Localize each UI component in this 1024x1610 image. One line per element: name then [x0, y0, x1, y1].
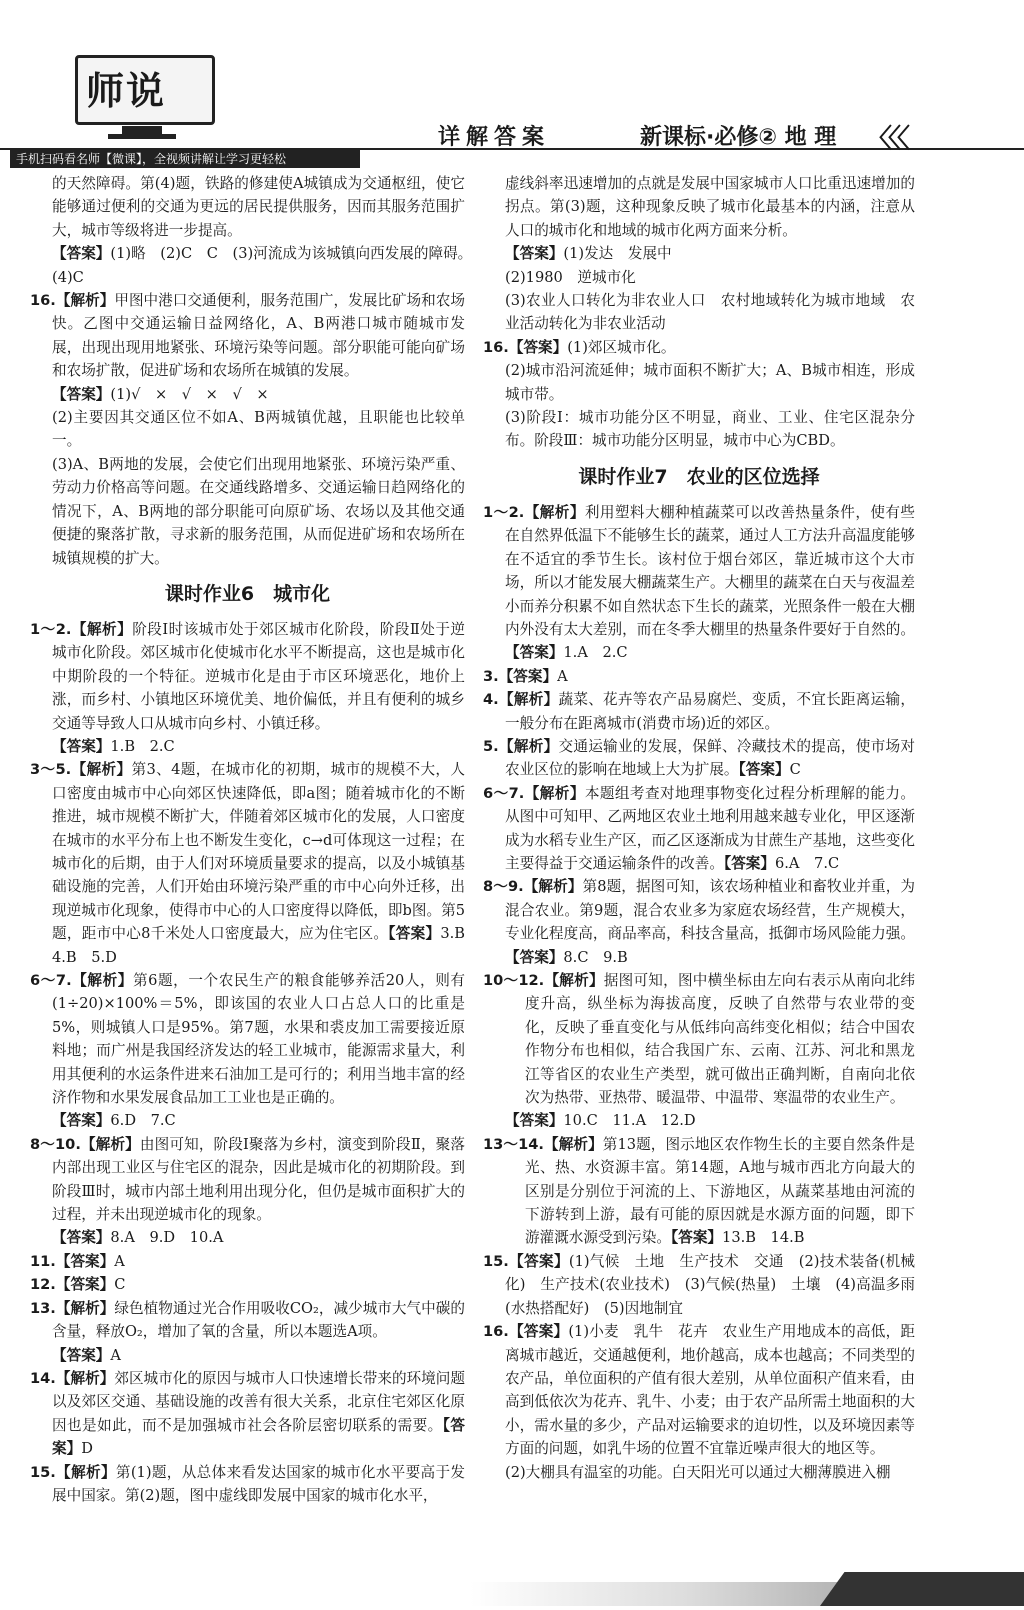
answer-text: (2)大棚具有温室的功能。白天阳光可以通过大棚薄膜进入棚	[505, 1463, 891, 1481]
answer-label: 16.【答案】	[483, 1323, 569, 1341]
answer-text: (2)城市沿河流延伸；城市面积不断扩大；A、B城市相连，形成城市带。	[505, 362, 915, 403]
answer-text: (1)郊区城市化。	[567, 338, 676, 356]
answer-label: 【答案】	[723, 854, 775, 872]
answer-text: 郊区城市化的原因与城市人口快速增长带来的环境问题以及郊区交通、基础设施的改善有很大关系，北京住宅郊区化原因也是如此，而不是加强城市社会各阶层密切联系的需要。	[52, 1369, 465, 1434]
answer-paragraph	[30, 1133, 465, 1227]
answer-paragraph	[483, 266, 915, 289]
answer-paragraph	[483, 1133, 915, 1250]
answer-text: A	[114, 1252, 125, 1270]
answer-label: 11.【答案】	[30, 1252, 115, 1270]
answer-paragraph	[483, 782, 915, 876]
answer-label: 16.【答案】	[483, 338, 568, 356]
answer-label: 3～5.【解析】	[30, 761, 132, 779]
answer-paragraph	[483, 289, 915, 336]
logo-monitor-stand	[122, 126, 162, 134]
answer-text: 的天然障碍。第(4)题，铁路的修建使A城镇成为交通枢纽，使它能够通过便利的交通为更远的居民提供服务，因而其服务范围扩大，城市等级将进一步提高。	[52, 175, 465, 239]
answer-text: (3)A、B两地的发展，会使它们出现用地紧张、环境污染严重、劳动力价格高等问题。在交通线路增多、交通运输日趋网络化的情况下，A、B两地的部分职能可向原矿场、农场以及其他交通便捷的聚落扩散，寻求新的服务范围，从而促进矿场和农场所在城镇规模的扩大。	[52, 455, 465, 567]
answer-text: 3.B 4.B 5.D	[52, 925, 480, 966]
answer-paragraph	[30, 1250, 465, 1273]
answer-label: 【答案】	[505, 948, 564, 966]
answer-text: 1.A 2.C	[563, 644, 628, 662]
header-title: 详解答案	[438, 125, 551, 150]
answer-paragraph	[483, 406, 915, 453]
answer-label: 【答案】	[52, 1229, 111, 1247]
answer-label: 6～7.【解析】	[483, 784, 585, 802]
answer-paragraph	[30, 383, 465, 406]
answer-text: 甲图中港口交通便利，服务范围广，发展比矿场和农场快。乙图中交通运输日益网络化，A、B两港口城市随城市发展，出现出现用地紧张、环境污染等问题。部分职能可能向矿场和农场扩散，促进矿场和农场所在城镇的发展。	[52, 292, 465, 380]
answer-text: (1)小麦 乳牛 花卉 农业生产用地成本的高低，距离城市越近，交通越便利，地价越高，成本也越高；不同类型的农产品，单位面积的产值有很大差别，从单位面积产值来看，由高到低依次为花卉、乳牛、小麦；由于农产品所需土地面积的大小，需水量的多少，产品对运输要求的迫切性，以及环境因素等方面的问题，如乳牛场的位置不宜靠近噪声很大的地区等。	[505, 1323, 915, 1458]
answer-text: C	[114, 1276, 126, 1294]
answer-paragraph	[30, 1226, 465, 1249]
answer-paragraph	[483, 359, 915, 406]
answer-text: 6.D 7.C	[110, 1112, 176, 1130]
page-number-tab	[820, 1572, 1024, 1606]
answer-text: 8.C 9.B	[563, 948, 628, 966]
answer-text: (1)略 (2)C C (3)河流成为该城镇向西发展的障碍。 (4)C	[52, 245, 480, 286]
answer-text: 第3、4题，在城市化的初期，城市的规模不大，人口密度由城市中心向郊区快速降低，即a图；随着城市化的不断推进，城市规模不断扩大，伴随着郊区城市化的发展，人口密度在城市的水平分布上也不断发生变化，c→d可体现这一过程；在城市化的后期，由于人们对环境质量要求的提高，以及小城镇基础设施的完善，人们开始由环境污染严重的市中心向外迁移，出现逆城市化现象，使得市中心的人口密度得以降低，即b图。第5题，距市中心8千米处人口密度最大，应为住宅区。	[52, 761, 465, 943]
answer-text: 蔬菜、花卉等农产品易腐烂、变质，不宜长距离运输，一般分布在距离城市(消费市场)近的郊区。	[505, 691, 915, 732]
answer-text: 8.A 9.D 10.A	[110, 1229, 224, 1247]
answer-label: 【答案】	[670, 1229, 723, 1247]
answer-text: (3)阶段Ⅰ：城市功能分区不明显，商业、工业、住宅区混杂分布。阶段Ⅲ：城市功能分区明显，城市中心为CBD。	[505, 409, 915, 450]
answer-text: 第13题，图示地区农作物生长的主要自然条件是光、热、水资源丰富。第14题，A地与城市西北方向最大的区别是分别位于河流的上、下游地区，从蔬菜基地由河流的下游转到上游，最有可能的原因就是水源方面的问题，即下游灌溉水源受到污染。	[525, 1135, 915, 1247]
answer-paragraph	[30, 289, 465, 383]
answer-text: (1)发达 发展中	[563, 245, 672, 263]
logo-monitor-base	[108, 134, 176, 139]
answer-paragraph	[30, 1367, 465, 1461]
answer-paragraph	[30, 406, 465, 453]
answer-paragraph	[30, 453, 465, 570]
answer-text: 10.C 11.A 12.D	[563, 1112, 696, 1130]
answer-text: 6.A 7.C	[775, 854, 840, 872]
answer-text: 本题组考查对地理事物变化过程分析理解的能力。从图中可知甲、乙两地区农业土地利用越来越专业化，甲区逐渐成为水稻专业生产区，而乙区逐渐成为甘蔗生产基地，这些变化主要得益于交通运输条件的改善。	[505, 784, 915, 872]
answer-label: 8～10.【解析】	[30, 1135, 140, 1153]
answer-label: 【答案】	[505, 644, 564, 662]
answer-paragraph	[483, 969, 915, 1109]
answer-paragraph	[483, 1250, 915, 1320]
answer-label: 15.【答案】	[483, 1252, 569, 1270]
answer-text: 绿色植物通过光合作用吸收CO₂，减少城市大气中碳的含量，释放O₂，增加了氧的含量，所以本题选A项。	[52, 1299, 466, 1341]
answer-paragraph	[483, 665, 915, 688]
answer-paragraph	[483, 336, 915, 359]
answer-paragraph	[30, 172, 465, 242]
answer-text: 由图可知，阶段Ⅰ聚落为乡村，演变到阶段Ⅱ，聚落内部出现工业区与住宅区的混杂，因此是城市化的初期阶段。到阶段Ⅲ时，城市内部土地利用出现分化，但仍是城市面积扩大的过程，并未出现逆城市化的现象。	[52, 1135, 466, 1224]
answer-label: 8～9.【解析】	[483, 878, 583, 896]
answer-label: 【答案】	[52, 737, 111, 755]
answer-text: C	[789, 761, 801, 779]
header-course: 新课标·必修② 地 理	[640, 125, 837, 150]
answer-paragraph	[483, 875, 915, 969]
answer-label: 13.【解析】	[30, 1299, 115, 1317]
answer-text: 据图可知，图中横坐标由左向右表示从南向北纬度升高，纵坐标为海拔高度，反映了自然带与农业带的变化，反映了垂直变化与从低纬向高纬变化相似；结合中国农作物分布也相似，结合我国广东、云南、江苏、河北和黑龙江等省区的农业生产类型，就可做出正确判断，自南向北依次为热带、亚热带、暖温带、中温带、寒温带的农业生产。	[525, 972, 915, 1107]
answer-label: 3.【答案】	[483, 667, 558, 685]
answer-label: 13～14.【解析】	[483, 1135, 603, 1153]
answer-text: 阶段Ⅰ时该城市处于郊区城市化阶段，阶段Ⅱ处于逆城市化阶段。郊区城市化使城市化水平不断提高，这也是城市化中期阶段的一个特征。逆城市化是由于市区环境恶化，地价上涨，而乡村、小镇地区环境优美、地价偏低，并且有便利的城乡交通等导致人口从城市向乡村、小镇迁移。	[52, 620, 466, 732]
answer-paragraph	[30, 242, 480, 289]
answer-text: 第(1)题，从总体来看发达国家的城市化水平要高于发展中国家。第(2)题，图中虚线即发展中国家的城市化水平，	[52, 1463, 465, 1504]
answer-paragraph	[30, 969, 465, 1109]
right-column	[483, 172, 915, 1484]
answer-label: 【答案】	[738, 761, 790, 779]
left-column	[30, 172, 480, 1507]
answer-label: 【答案】	[52, 1346, 111, 1364]
answer-label: 1～2.【解析】	[30, 620, 133, 638]
answer-paragraph	[483, 242, 915, 265]
answer-label: 【答案】	[52, 385, 111, 403]
answer-label: 10～12.【解析】	[483, 972, 604, 989]
page-header	[0, 0, 1024, 175]
chevrons-icon: 〈〈〈	[866, 124, 907, 154]
answer-paragraph	[483, 172, 915, 242]
slogan: 手机扫码看名师【微课】，全视频讲解让学习更轻松	[10, 150, 360, 168]
answer-label: 1～2.【解析】	[483, 503, 585, 521]
answer-text: A	[110, 1346, 121, 1364]
answer-label: 【答案】	[52, 245, 111, 263]
answer-label: 5.【解析】	[483, 737, 559, 755]
answer-text: D	[81, 1440, 93, 1458]
answer-paragraph	[483, 1109, 915, 1132]
answer-paragraph	[30, 1461, 465, 1508]
answer-text: (2)1980 逆城市化	[505, 268, 636, 286]
answer-text: (2)主要因其交通区位不如A、B两城镇优越，且职能也比较单一。	[52, 409, 465, 450]
answer-paragraph	[483, 688, 915, 735]
answer-paragraph	[30, 1297, 465, 1344]
logo: 师说	[75, 55, 215, 125]
answer-label: 15.【解析】	[30, 1463, 116, 1481]
answer-label: 【答案】	[52, 1112, 111, 1130]
answer-label: 【答案】	[505, 245, 564, 263]
answer-paragraph	[30, 735, 465, 758]
answer-text: A	[557, 667, 568, 685]
answer-paragraph	[483, 1461, 915, 1484]
answer-text: 第6题，一个农民生产的粮食能够养活20人，则有(1÷20)×100%＝5%，即该国的农业人口占总人口的比重是5%，则城镇人口是95%。第7题，水果和裘皮加工需要接近原料地；而广州是我国经济发达的轻工业城市，能源需求量大，利用其便利的水运条件进来石油加工是可行的；利用当地丰富的经济作物和水果发展食品加工工业也是正确的。	[52, 972, 465, 1107]
answer-label: 6～7.【解析】	[30, 972, 133, 989]
section-heading: 课时作业6 城市化	[164, 582, 331, 605]
answer-label: 【答案】	[505, 1112, 564, 1130]
section-heading: 课时作业7 农业的区位选择	[578, 465, 820, 488]
answer-paragraph	[30, 1109, 465, 1132]
answer-paragraph	[30, 1273, 465, 1296]
answer-text: 1.B 2.C	[110, 737, 175, 755]
answer-paragraph	[30, 1344, 465, 1367]
answer-label: 12.【答案】	[30, 1276, 115, 1294]
answer-text: 虚线斜率迅速增加的点就是发展中国家城市人口比重迅速增加的拐点。第(3)题，这种现象反映了城市化最基本的内涵，注意从人口的城市化和地域的城市化两方面来分析。	[505, 175, 915, 239]
answer-paragraph	[483, 735, 915, 782]
answer-paragraph	[30, 758, 480, 969]
answer-label: 【答案】	[52, 1416, 465, 1458]
answer-paragraph	[483, 1320, 915, 1460]
answer-label: 16.【解析】	[30, 292, 115, 310]
answer-label: 14.【解析】	[30, 1369, 115, 1387]
answer-text: (1)√ × √ × √ ×	[110, 385, 269, 403]
answer-paragraph	[30, 618, 465, 735]
answer-label: 4.【解析】	[483, 691, 559, 709]
answer-label: 【答案】	[388, 925, 441, 943]
answer-text: 第8题，据图可知，该农场种植业和畜牧业并重，为混合农业。第9题，混合农业多为家庭农场经营，生产规模大，专业化程度高，商品率高，科技含量高，抵御市场风险能力强。	[505, 878, 915, 943]
answer-text: 利用塑料大棚种植蔬菜可以改善热量条件，使有些在自然界低温下不能够生长的蔬菜，通过人工方法升高温度能够在不适宜的季节生长。该村位于烟台郊区，靠近城市这个大市场，所以才能发展大棚蔬菜生产。大棚里的蔬菜在白天与夜温差小而养分积累不如自然状态下生长的蔬菜，光照条件一般在大棚内外没有太大差别，而在冬季大棚里的热量条件要好于自然的。	[505, 503, 915, 638]
answer-text: 13.B 14.B	[722, 1229, 805, 1247]
answer-text: (3)农业人口转化为非农业人口 农村地域转化为城市地域 农业活动转化为非农业活动	[505, 292, 915, 333]
answer-text: (1)气候 土地 生产技术 交通 (2)技术装备(机械化) 生产技术(农业技术) (3)气候(热量) 土壤 (4)高温多雨(水热搭配好) (5)因地制宜	[505, 1252, 915, 1317]
answer-paragraph	[483, 501, 915, 665]
answer-text: 交通运输业的发展，保鲜、冷藏技术的提高，使市场对农业区位的影响在地域上大为扩展。	[505, 737, 915, 779]
